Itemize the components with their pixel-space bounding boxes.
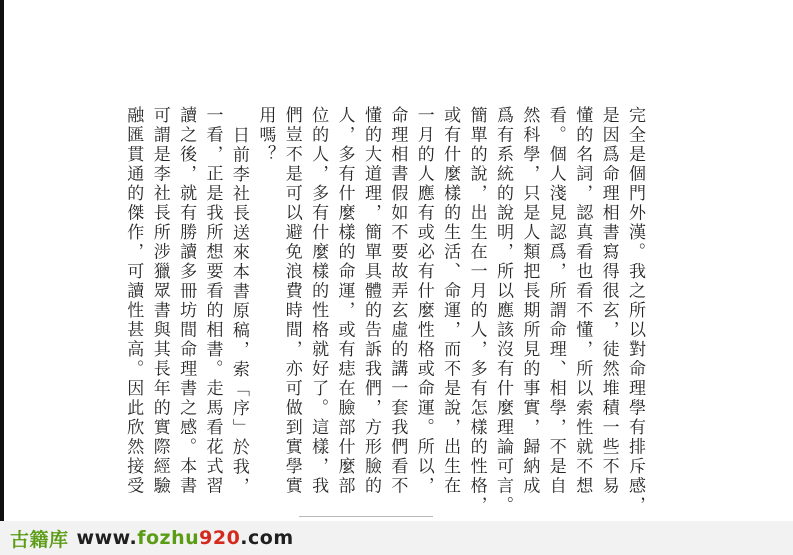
text-column: 位的人，多有什麼樣的性格就好了。這樣，我 [308, 106, 329, 496]
text-column: 一月的人應有或必有什麼性格或命運。所以， [413, 106, 434, 496]
text-column: 命理相書假如不要故弄玄虛的講一套我們看不 [387, 106, 408, 496]
watermark-url-www: www. [76, 527, 138, 549]
text-column: 日前李社長送來本書原稿，索「序」於我， [228, 126, 249, 497]
text-column: 看。個人淺見認爲，所謂命理、相學，不是自 [545, 106, 566, 496]
text-column: 融匯貫通的傑作，可讀性甚高。因此欣然接受 [123, 106, 144, 496]
text-column: 或有什麼樣的生活、命運，而不是說，出生在 [440, 106, 461, 496]
text-column: 懂的大道理，簡單具體的告訴我們，方形臉的 [360, 106, 381, 496]
text-column: 簡單的說，出生在一月的人，多有怎樣的性格， [466, 106, 487, 516]
text-column: 讀之後，就有勝讀多冊坊間命理書之感。本書 [176, 106, 197, 496]
watermark-url-green: fozhu [137, 527, 200, 549]
text-column: 完全是個門外漢。我之所以對命理學有排斥感， [625, 106, 645, 516]
text-column: 是因爲命理相書寫得很玄，徒然堆積一些不易 [598, 106, 619, 496]
watermark-url-suffix: .com [240, 527, 294, 549]
watermark-site-name: 古籍库 [10, 528, 69, 551]
text-column: 可謂是李社長所涉獵眾書與其長年的實際經驗 [149, 106, 170, 496]
text-column: 懂的名詞，認真看也看不懂，所以索性就不想 [572, 106, 593, 496]
text-column: 用嗎？ [255, 106, 276, 165]
scan-artifact-line [299, 516, 433, 517]
text-column: 然科學，只是人類把長期所見的事實，歸納成 [519, 106, 540, 496]
watermark-bar [0, 521, 793, 555]
text-column: 們豈不是可以避免浪費時間，亦可做到實學實 [281, 106, 302, 496]
book-text [120, 106, 648, 526]
text-column: 爲有系統的說明，所以應該沒有什麼理論可言。 [492, 106, 513, 516]
text-column: 人，多有什麼樣的命運，或有痣在臉部什麼部 [334, 106, 355, 496]
watermark-url-number: 920 [199, 527, 241, 549]
text-column: 一看，正是我所想要看的相書。走馬看花式習 [202, 106, 223, 496]
page-left-edge [0, 0, 4, 555]
